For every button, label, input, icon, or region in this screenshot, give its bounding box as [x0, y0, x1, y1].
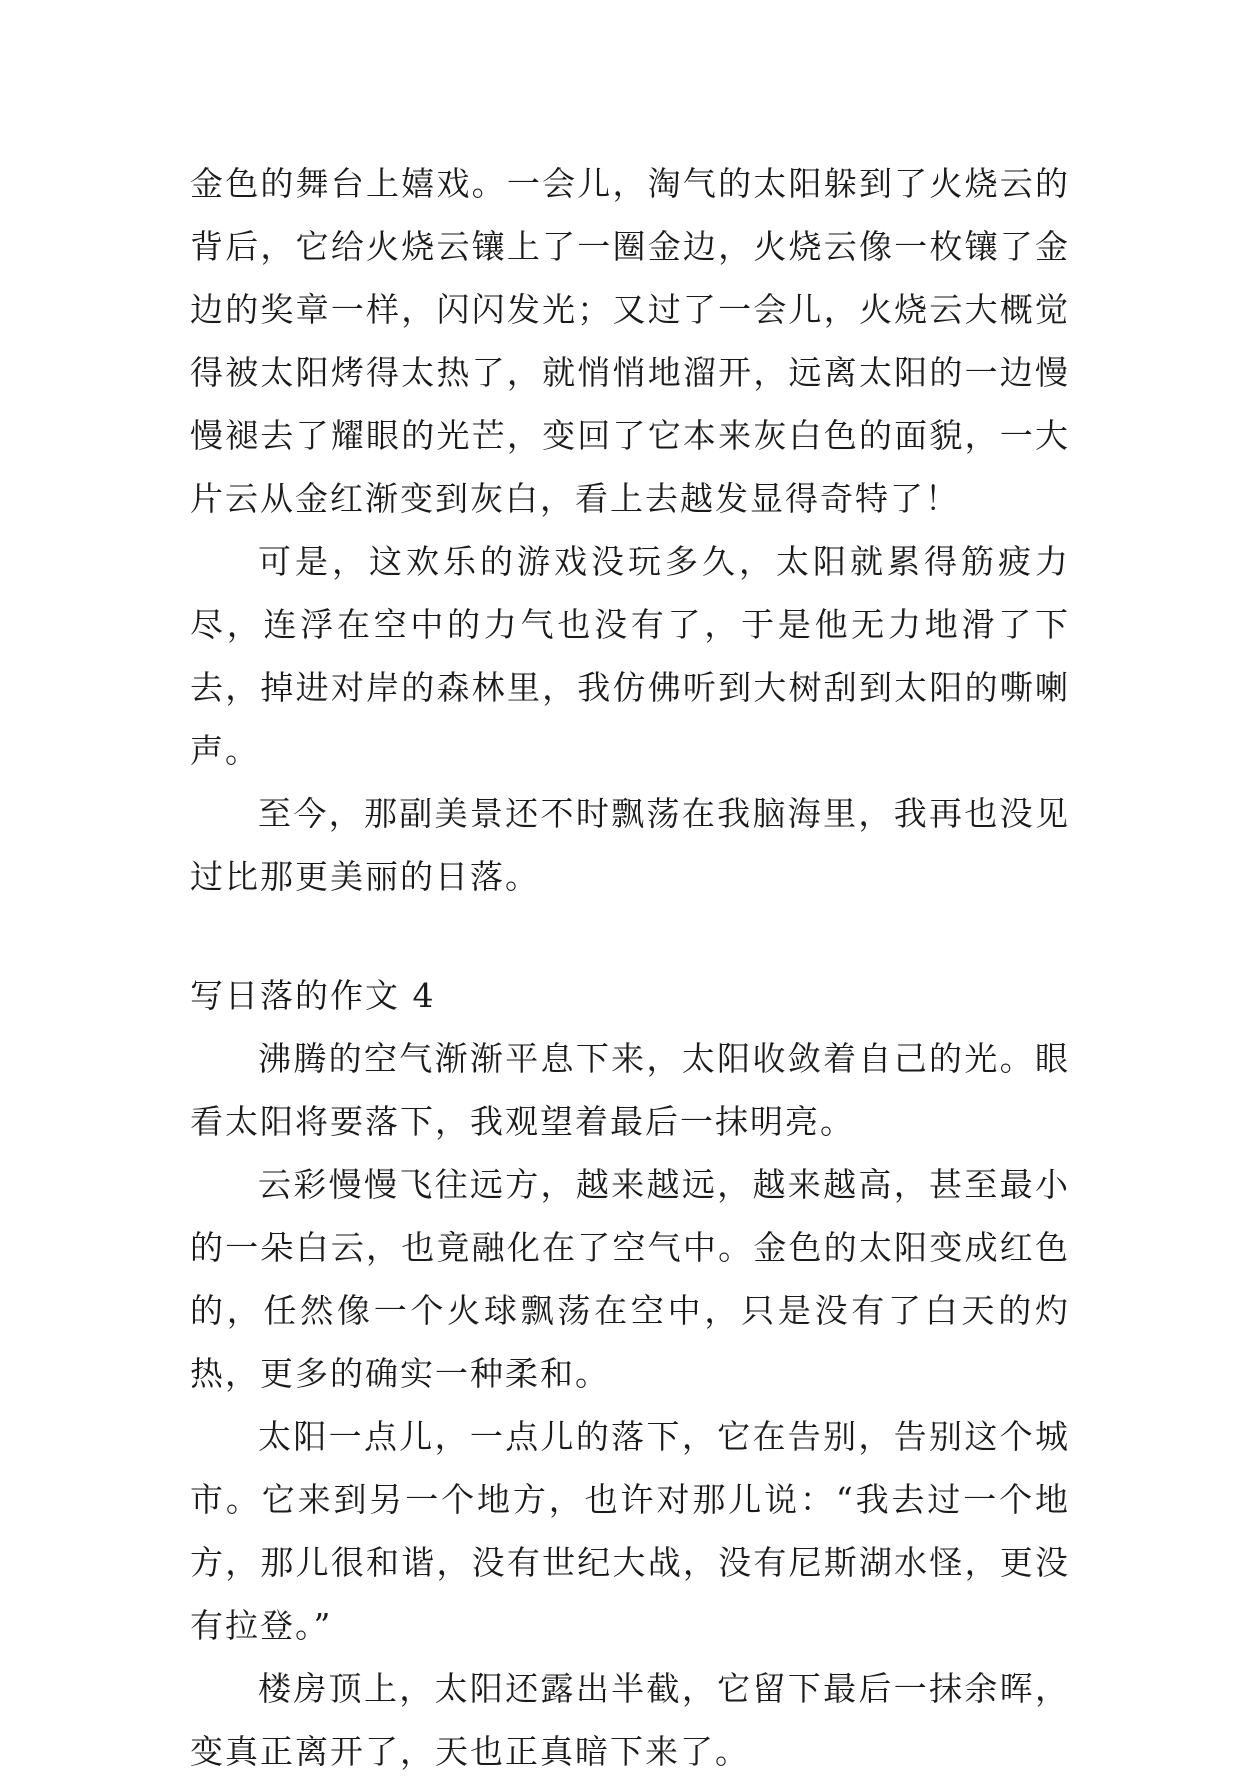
paragraph: 云彩慢慢飞往远方，越来越远，越来越高，甚至最小的一朵白云，也竟融化在了空气中。金色的太阳变成红色的，任然像一个火球飘荡在空中，只是没有了白天的灼热，更多的确实一种柔和。: [190, 1165, 1070, 1393]
paragraph: 可是，这欢乐的游戏没玩多久，太阳就累得筋疲力尽，连浮在空中的力气也没有了，于是他无力地滑了下去，掉进对岸的森林里，我仿佛听到大树刮到太阳的嘶喇声。: [190, 542, 1070, 770]
paragraph: 楼房顶上，太阳还露出半截，它留下最后一抹余晖，变真正离开了，天也正真暗下来了。: [190, 1669, 1070, 1771]
section-heading: 写日落的作文 4: [190, 976, 436, 1015]
paragraph: 沸腾的空气渐渐平息下来，太阳收敛着自己的光。眼看太阳将要落下，我观望着最后一抹明亮。: [190, 1039, 1070, 1141]
paragraph: 至今，那副美景还不时飘荡在我脑海里，我再也没见过比那更美丽的日落。: [190, 794, 1070, 896]
document-page: [190, 152, 1070, 1783]
paragraph: 太阳一点儿，一点儿的落下，它在告别，告别这个城市。它来到另一个地方，也许对那儿说：“我去过一个地方，那儿很和谐，没有世纪大战，没有尼斯湖水怪，更没有拉登。”: [190, 1417, 1070, 1645]
paragraph-continued: 金色的舞台上嬉戏。一会儿，淘气的太阳躲到了火烧云的背后，它给火烧云镶上了一圈金边，火烧云像一枚镶了金边的奖章一样，闪闪发光；又过了一会儿，火烧云大概觉得被太阳烤得太热了，就悄悄地溜开，远离太阳的一边慢慢褪去了耀眼的光芒，变回了它本来灰白色的面貌，一大片云从金红渐变到灰白，看上去越发显得奇特了！: [190, 164, 1070, 518]
